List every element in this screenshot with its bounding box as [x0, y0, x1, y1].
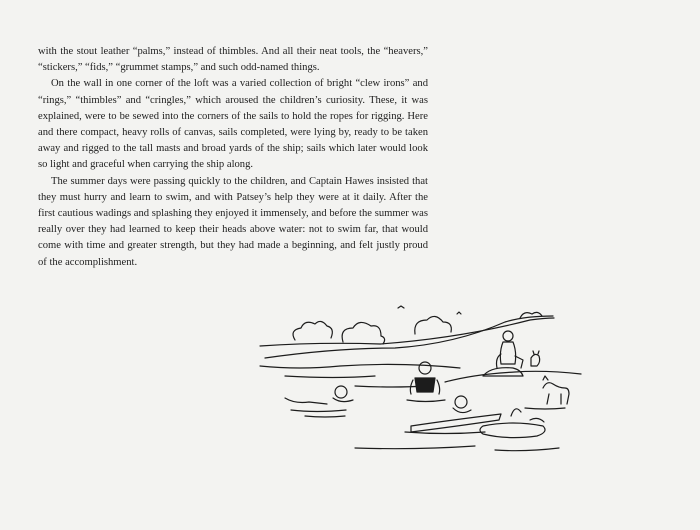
float-ring [480, 409, 545, 438]
right-bank [445, 371, 581, 382]
dog-standing [543, 376, 569, 404]
bird-icon [398, 306, 404, 308]
cloud-center [342, 322, 384, 344]
water-line [495, 448, 559, 451]
cloud-right [415, 316, 452, 334]
illustration-drawing [255, 300, 585, 460]
boy-swimming-left [285, 386, 353, 417]
water-line [355, 386, 425, 387]
paragraph-1: with the stout leather “palms,” instead of thimbles. And all their neat tools, the “heavers,” “stickers,” “fids,” “grummet stamps,” and such odd-named things. [38, 46, 428, 74]
water-line [285, 376, 375, 378]
swimming-illustration [255, 300, 585, 460]
cloud-left [293, 321, 332, 340]
paragraph-2: On the wall in one corner of the loft was a varied collection of bright “clew irons” and “rings,” “thimbles” and “cringles,” which aroused the children’s curiosity. These, it was explained, were to be sewed into the corners of the sails to hold the ropes for rigging. Here and there compact, heavy rolls of canvas, sails completed, were lying by, ready to be taken away and rigged to the tall masts and broad yards of the ship; sails which later would look so light and graceful when carrying the ship along. [38, 78, 428, 171]
dog-sitting [531, 351, 540, 366]
water-line [525, 408, 565, 409]
captain-figure [497, 331, 524, 368]
paragraph-3: The summer days were passing quickly to the children, and Captain Hawes insisted that they must hurry and learn to swim, and with Patsey’s help they were at it daily. After the first cautious wadings and splashing they enjoyed it immensely, and before the summer was really over they had learned to keep their heads above water: not to swim far, that would come with time and greater strength, but they had made a beginning, and felt justly proud of the accomplishment. [38, 175, 428, 268]
page-text [38, 44, 428, 271]
girl-wading [407, 362, 445, 402]
bird-icon [457, 312, 461, 314]
water-line [355, 446, 475, 449]
